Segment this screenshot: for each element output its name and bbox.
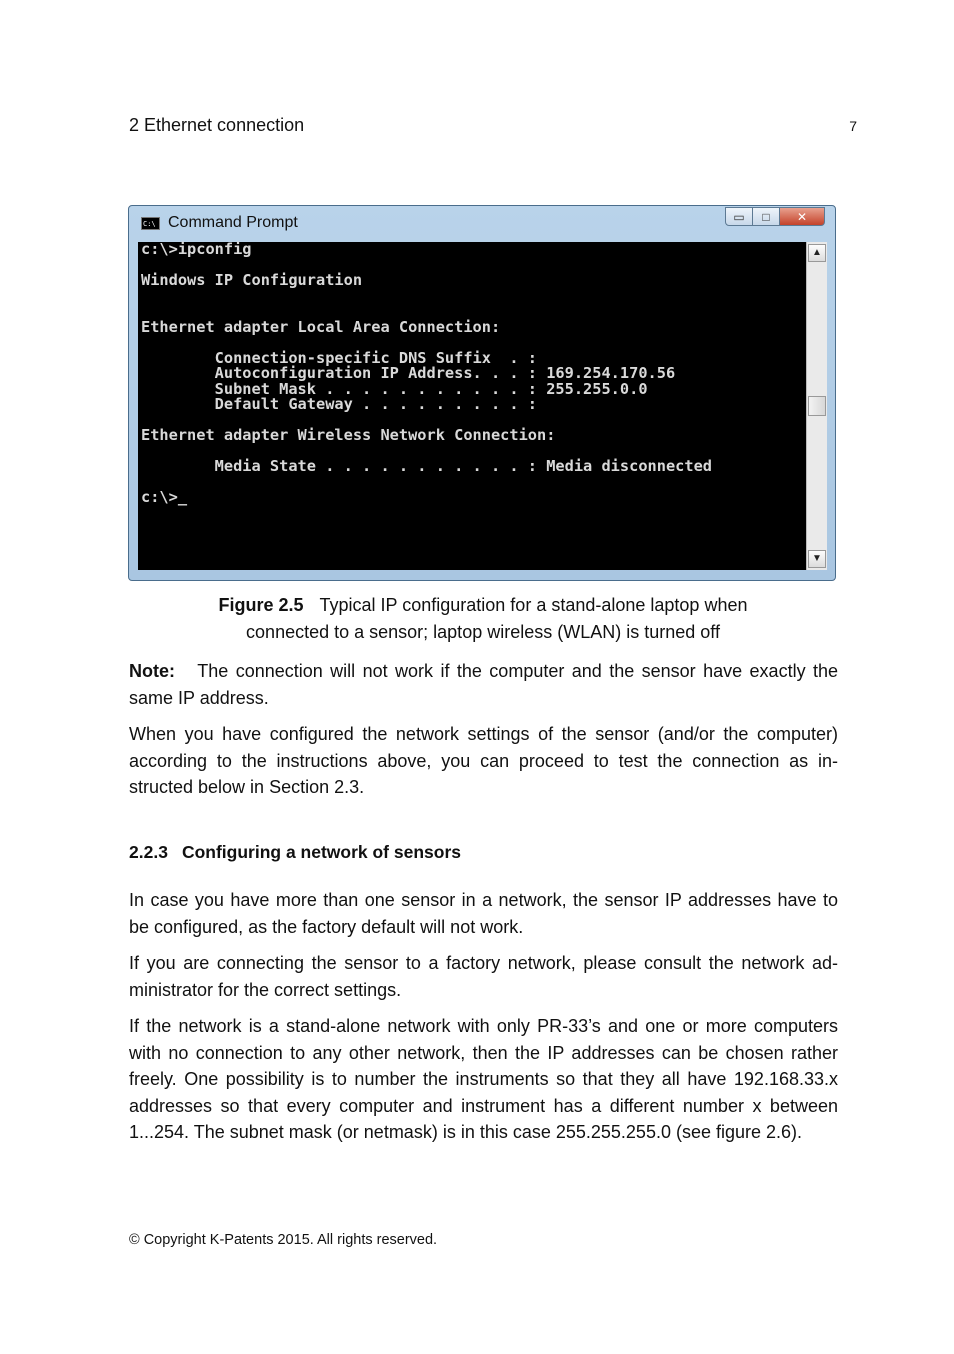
running-head: 2 Ethernet connection <box>129 115 305 135</box>
caption-line-1 <box>129 592 837 619</box>
caption-text-1: Typical IP configuration for a stand-alone laptop when <box>319 595 748 615</box>
maximize-button[interactable]: □ <box>752 207 780 226</box>
caption-label: Figure 2.5 <box>218 595 304 615</box>
paragraph-3: If the network is a stand-alone network with only PR-33’s and one or more computers with no connection to any other network, then the IP addresses can be chosen rather freely. One possibility is to number the instruments so that they all have 192.168.33.x addresses so that every computer and instrument has a different number x between 1...254. The subnet mask (or netmask) is in this case 255.255.255.0 (see figure 2.6). <box>129 1016 838 1142</box>
page-number: 7 <box>849 118 857 134</box>
window-controls <box>726 207 825 226</box>
note-paragraph <box>129 658 838 711</box>
note-text: The connection will not work if the computer and the sensor have exactly the same IP address. <box>129 661 839 708</box>
command-prompt-icon: C:\ <box>141 217 160 230</box>
window-titlebar <box>129 206 835 242</box>
copyright-footer: © Copyright K-Patents 2015. All rights reserved. <box>129 1232 438 1248</box>
console-output: c:\>ipconfig Windows IP Configuration Ethernet adapter Local Area Connection: Connection-specific DNS Suffix . : Autoconfiguration IP Address. . . : 169.254.170.56 Subnet Mask . . . . . . . . . . . : 255.255.0.0 Default Gateway . . . . . . . . . : Ethernet adapter Wireless Network Connection: Media State . . . . . . . . . . . : Media disconnected c:\>_ <box>141 240 712 506</box>
scroll-up-arrow-icon[interactable]: ▲ <box>808 244 826 262</box>
paragraph-2: If you are connecting the sensor to a factory network, please consult the network ad-ministrator for the correct settings. <box>129 953 838 1000</box>
command-prompt-screenshot <box>128 205 836 581</box>
section-number: 2.2.3 <box>129 842 168 862</box>
figure-caption <box>129 592 837 646</box>
caption-text-2: connected to a sensor; laptop wireless (WLAN) is turned off <box>246 622 720 642</box>
console-area[interactable] <box>138 242 806 570</box>
scrollbar[interactable] <box>806 242 827 570</box>
minimize-button[interactable]: ▭ <box>725 207 753 226</box>
scrollbar-thumb[interactable] <box>808 396 826 416</box>
note-label: Note: <box>129 661 175 681</box>
window-title: Command Prompt <box>168 214 298 231</box>
section-title: Configuring a network of sensors <box>181 842 461 862</box>
close-button[interactable]: ✕ <box>779 207 825 226</box>
paragraph-configured: When you have configured the network settings of the sensor (and/or the computer) according to the instructions above, you can proceed to test the connection as in-structed below in Section 2.3. <box>129 724 838 797</box>
section-heading <box>129 842 461 863</box>
paragraph-1: In case you have more than one sensor in a network, the sensor IP addresses have to be configured, as the factory default will not work. <box>129 890 838 937</box>
scroll-down-arrow-icon[interactable]: ▼ <box>808 550 826 568</box>
